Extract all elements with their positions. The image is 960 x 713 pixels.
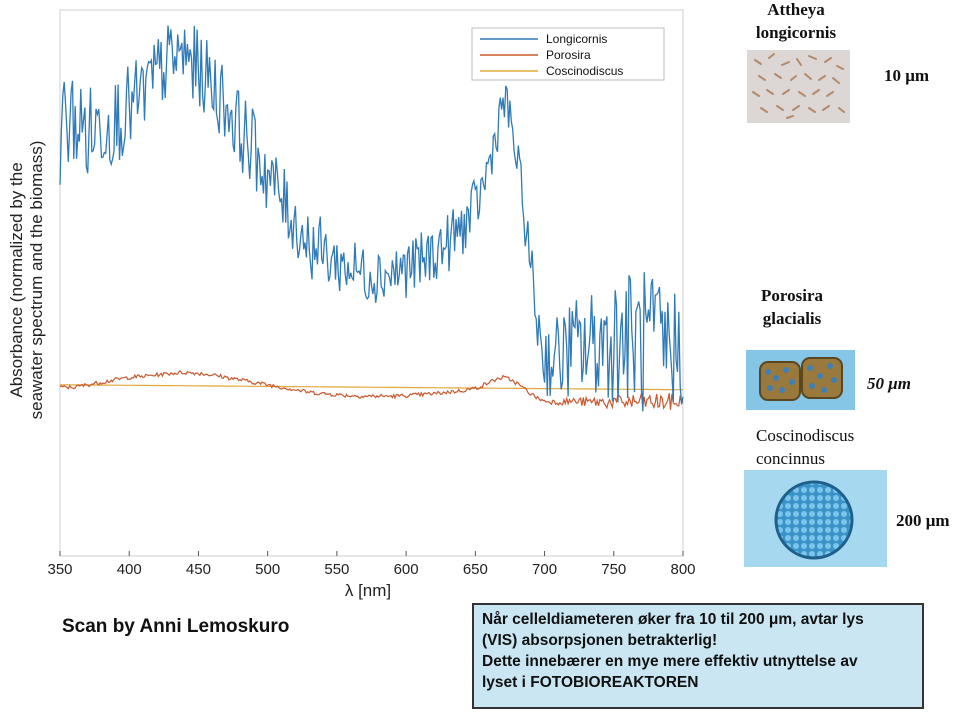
attheya-micrograph (747, 50, 850, 123)
species-label-porosira (742, 284, 842, 330)
x-tick-label: 550 (324, 561, 350, 578)
scan-credit: Scan by Anni Lemoskuro (62, 616, 290, 637)
scale-label-200um: 200 μm (896, 511, 950, 530)
species-name-line: glacialis (762, 309, 822, 328)
species-label-coscinodiscus (756, 424, 854, 470)
conclusion-note (472, 603, 924, 709)
coscinodiscus-micrograph (744, 470, 887, 567)
species-label-attheya (744, 0, 848, 44)
x-axis-label: λ [nm] (344, 581, 392, 600)
legend-label: Coscinodiscus (546, 64, 624, 78)
legend-label: Longicornis (546, 32, 608, 46)
species-name-line: concinnus (756, 449, 825, 468)
y-axis-label-line: seawater spectrum and the biomass) (27, 140, 46, 420)
x-tick-label: 500 (255, 561, 281, 578)
scale-label-10um: 10 μm (884, 66, 930, 85)
y-axis-label-line: Absorbance (normalized by the (7, 162, 26, 398)
legend (472, 28, 664, 80)
y-axis-label (7, 141, 46, 420)
legend-label: Porosira (546, 48, 591, 62)
note-line: (VIS) absorpsjonen betrakterlig! (482, 632, 718, 649)
note-line: Dette innebærer en mye mere effektiv utnyttelse av (482, 653, 858, 670)
species-name-line: Porosira (760, 286, 823, 305)
note-line: lyset i FOTOBIOREAKTOREN (482, 674, 699, 691)
x-tick-label: 650 (462, 561, 488, 578)
x-tick-label: 800 (670, 561, 696, 578)
porosira-micrograph (746, 350, 855, 410)
x-tick-label: 700 (532, 561, 558, 578)
note-line: Når celleldiameteren øker fra 10 til 200 μm, avtar lys (482, 611, 864, 628)
x-tick-label: 600 (393, 561, 419, 578)
scale-label-50um: 50 μm (867, 374, 911, 393)
x-tick-label: 450 (185, 561, 211, 578)
species-name-line: Attheya (767, 0, 825, 19)
x-tick-label: 750 (601, 561, 627, 578)
species-name-line: Coscinodiscus (756, 426, 855, 445)
x-tick-label: 400 (116, 561, 142, 578)
x-tick-label: 350 (47, 561, 73, 578)
species-name-line: longicornis (755, 23, 837, 42)
